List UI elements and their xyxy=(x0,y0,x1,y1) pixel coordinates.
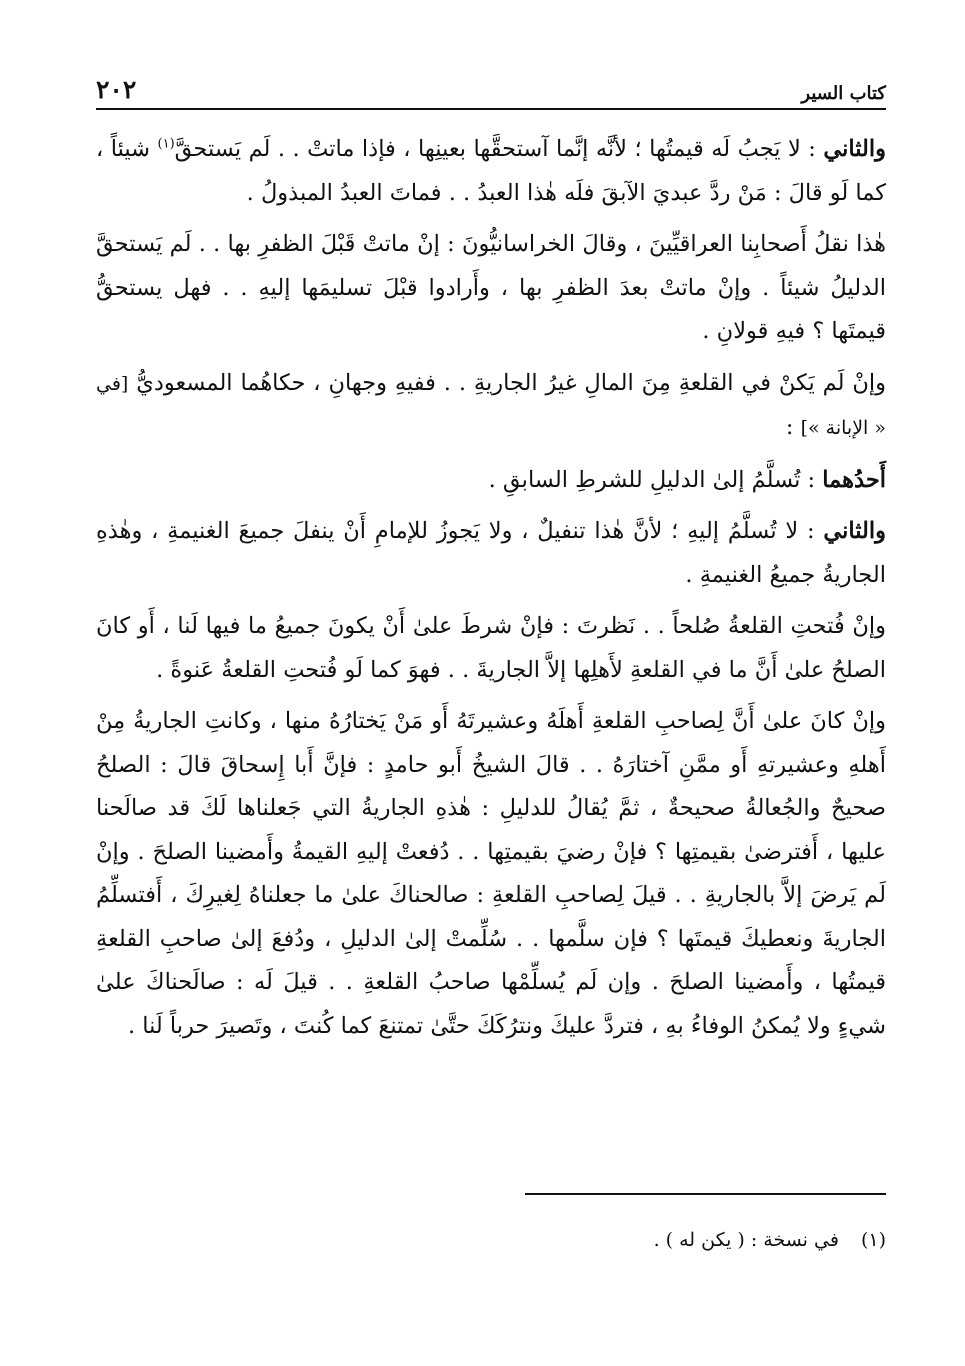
paragraph-5 xyxy=(96,510,886,597)
page-header xyxy=(96,70,886,110)
paragraph-text: : تُسلَّمُ إلىٰ الدليلِ للشرطِ السابقِ . xyxy=(488,466,823,493)
running-title: كتاب السير xyxy=(801,83,886,104)
footnote-separator xyxy=(525,1193,886,1195)
paragraph-lead: والثاني xyxy=(823,136,886,162)
footnote-number: (١) xyxy=(860,1229,886,1251)
paragraph-text: وإنْ لَم يَكنْ في القلعةِ مِنَ المالِ غيرُ الجاريةِ . . ففيهِ وجهانِ ، حكاهُما المسعوديُّ xyxy=(128,369,886,396)
footnote-text: في نسخة : ( يكن له ) . xyxy=(653,1229,839,1251)
paragraph-text: : xyxy=(785,414,801,440)
paragraph-text: : لا يَجبُ لَه قيمتُها ؛ لأنَّه إنَّما آستحقَّها بعينِها ، فإذا ماتتْ . . لَم يَستحقَّ xyxy=(174,136,824,162)
paragraph-text: شيئاً ، كما لَو قالَ : مَنْ ردَّ عبديَ الآبقَ فلَه هٰذا العبدُ . . فماتَ العبدُ المبذولُ . xyxy=(96,136,886,206)
paragraph-text: وإنْ فُتحتِ القلعةُ صُلحاً . . نَظرتَ : فإنْ شرطَ علىٰ أَنْ يكونَ جميعُ ما فيها لَنا ، أَو كانَ الصلحُ علىٰ أَنَّ ما في القلعةِ لأَهلِها إلاَّ الجاريةَ . . فهوَ كما لَو فُتحتِ القلعةُ عَنوةً . xyxy=(96,613,886,683)
paragraph-lead: أَحدُهما xyxy=(822,466,886,493)
paragraph-3 xyxy=(96,362,886,451)
paragraph-6 xyxy=(96,605,886,692)
paragraph-text: هٰذا نقلُ أَصحابِنا العراقيِّينَ ، وقالَ الخراسانيُّونَ : إنْ ماتتْ قَبْلَ الظفرِ بها . . لَم يَستحقَّ الدليلُ شيئاً . وإنْ ماتتْ بعدَ الظفرِ بها ، وأَرادوا قبْلَ تسليمَها إليهِ . . فهل يستحقُّ قيمتَها ؟ فيهِ قولانِ . xyxy=(96,231,886,344)
paragraph-2 xyxy=(96,223,886,354)
main-text xyxy=(96,128,886,1048)
paragraph-7 xyxy=(96,700,886,1048)
footnotes xyxy=(96,1225,886,1255)
paragraph-text: وإنْ كانَ علىٰ أَنَّ لِصاحبِ القلعةِ أَهلَهُ وعشيرتَهُ أَو مَنْ يَختارُهُ منها ، وكانتِ الجاريةُ مِنْ أَهلهِ وعشيرتهِ أَو ممَّنِ آختارَهُ . . قالَ الشيخُ أَبو حامدٍ : فإنَّ أَبا إِسحاقَ قالَ : الصلحُ صحيحٌ والجُعالةُ صحيحةٌ ، ثمَّ يُقالُ للدليلِ : هٰذهِ الجاريةُ التي جَعلناها لَكَ قد صالَحنا عليها ، أَفترضىٰ بقيمتِها ؟ فإنْ رضيَ بقيمتِها . . دُفعتْ إليهِ القيمةُ وأَمضينا الصلحَ . وإنْ لَم يَرضَ إلاَّ بالجاريةِ . . قيلَ لِصاحبِ القلعةِ : صالحناكَ علىٰ ما جعلناهُ لِغيرِكَ ، أَفتسلِّمُ الجاريةَ ونعطيكَ قيمتَها ؟ فإن سلَّمها . . سُلِّمتْ إلىٰ الدليلِ ، ودُفعَ إلىٰ صاحبِ القلعةِ قيمتُها ، وأَمضينا الصلحَ . وإن لَم يُسلِّمْها صاحبُ القلعةِ . . قيلَ لَه : صالَحناكَ علىٰ شيءٍ ولا يُمكنُ الوفاءُ بهِ ، فتردَّ عليكَ ونترُكَكَ حتَّىٰ تمتنعَ كما كُنتَ ، وتَصيرَ حرباً لَنا . xyxy=(96,708,886,1039)
paragraph-lead: والثاني xyxy=(823,518,886,544)
page-number: ٢٠٢ xyxy=(96,75,137,104)
footnote-reference: (١) xyxy=(157,136,175,152)
paragraph-1 xyxy=(96,128,886,215)
paragraph-text: : لا تُسلَّمُ إليهِ ؛ لأنَّ هٰذا تنفيلٌ ، ولا يَجوزُ للإمامِ أَنْ ينفلَ جميعَ الغنيمةِ ، وهٰذهِ الجاريةُ جميعُ الغنيمةِ . xyxy=(96,518,886,588)
paragraph-4 xyxy=(96,459,886,503)
footnote-item xyxy=(96,1225,886,1255)
bracketed-source: [في « الإبانة »] xyxy=(96,372,886,439)
